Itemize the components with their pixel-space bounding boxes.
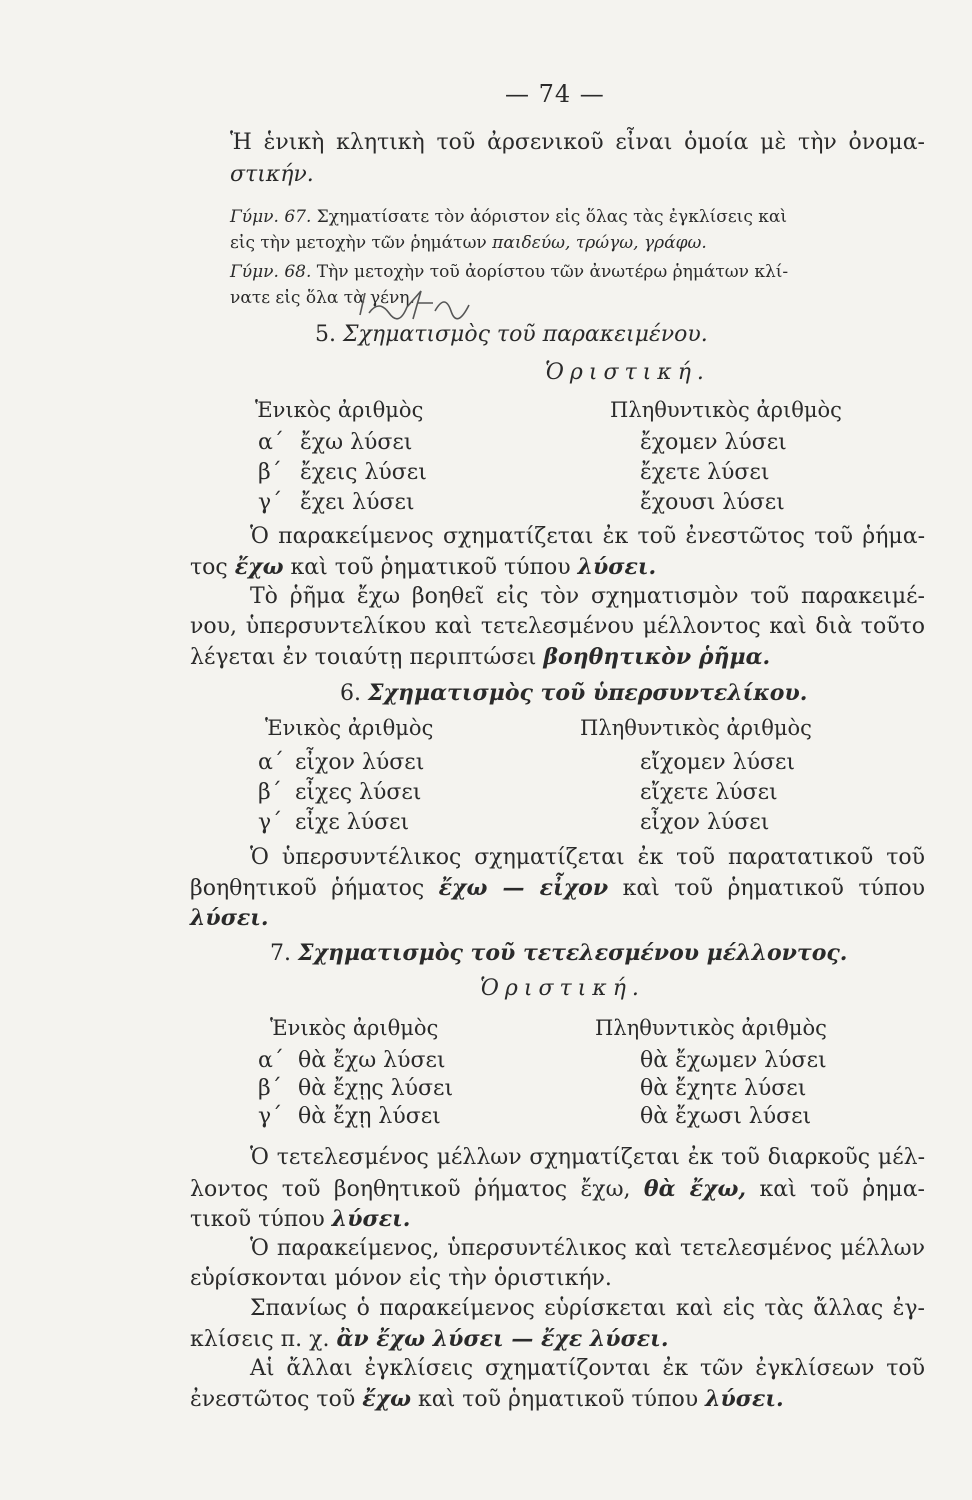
section-5-para-2-line-3 bbox=[190, 644, 770, 670]
section-5-row-2-person: β΄ bbox=[258, 460, 282, 485]
exercise-67-text: Σχηματίσατε τὸν ἀόριστον εἰς ὅλας τὰς ἐγκλίσεις καὶ bbox=[316, 207, 788, 227]
section-7-para-1-line-1: Ὁ τετελεσμένος μέλλων σχηματίζεται ἐκ τοῦ διαρκοῦς μέλ- bbox=[250, 1145, 925, 1170]
emphasis: λύσει. bbox=[705, 1386, 784, 1412]
section-7-row-3-person: γ΄ bbox=[258, 1104, 283, 1129]
section-5-plural-header: Πληθυντικὸς ἀριθμὸς bbox=[610, 398, 842, 422]
text: κλίσεις π. χ. bbox=[190, 1327, 330, 1352]
text: λέγεται ἐν τοιαύτῃ περιπτώσει bbox=[190, 645, 537, 670]
emphasis: ἂν ἔχω λύσει — ἔχε λύσει. bbox=[336, 1326, 669, 1352]
section-7-para-2-line-1: Ὁ παρακείμενος, ὑπερσυντέλικος καὶ τετελεσμένος μέλλων bbox=[250, 1236, 925, 1261]
section-7-para-2-line-2: εὑρίσκονται μόνον εἰς τὴν ὁριστικήν. bbox=[190, 1266, 612, 1291]
section-6-row-1-plural: εἴχομεν λύσει bbox=[640, 750, 796, 775]
section-5-row-2-singular: ἔχεις λύσει bbox=[300, 460, 427, 485]
section-7-para-4-line-2 bbox=[190, 1386, 784, 1412]
section-7-para-1-line-3 bbox=[190, 1206, 410, 1232]
section-7-para-1-line-2 bbox=[190, 1176, 925, 1202]
exercise-68-line-1 bbox=[230, 262, 788, 282]
section-6-row-3-singular: εἶχε λύσει bbox=[295, 810, 410, 835]
text: τος bbox=[190, 555, 228, 580]
handwritten-scribble bbox=[355, 285, 475, 325]
section-5-para-1-line-1: Ὁ παρακείμενος σχηματίζεται ἐκ τοῦ ἐνεστῶτος τοῦ ῥήμα- bbox=[250, 524, 925, 549]
section-5-number: 5. bbox=[315, 322, 336, 347]
section-7-row-3-plural: θὰ ἔχωσι λύσει bbox=[640, 1104, 812, 1129]
section-7-para-4-line-1: Αἱ ἄλλαι ἐγκλίσεις σχηματίζονται ἐκ τῶν ἐγκλίσεων τοῦ bbox=[250, 1356, 925, 1381]
section-5-heading bbox=[315, 322, 708, 347]
exercise-68-label: Γύμν. 68. bbox=[230, 262, 312, 282]
section-7-mood: Ὁριστική. bbox=[480, 976, 645, 1001]
section-7-row-1-plural: θὰ ἔχωμεν λύσει bbox=[640, 1048, 827, 1073]
text: λοντος τοῦ βοηθητικοῦ ῥήματος ἔχω, bbox=[190, 1177, 631, 1202]
section-7-singular-header: Ἑνικὸς ἀριθμὸς bbox=[270, 1016, 439, 1040]
emphasis: θὰ ἔχω, bbox=[643, 1176, 747, 1202]
section-7-row-2-person: β΄ bbox=[258, 1076, 282, 1101]
section-5-para-2-line-2: νου, ὑπερσυντελίκου καὶ τετελεσμένου μέλλοντος καὶ διὰ τοῦτο bbox=[190, 614, 925, 639]
section-6-row-1-person: α΄ bbox=[258, 750, 284, 775]
intro-line-2: στικήν. bbox=[230, 162, 314, 187]
section-6-number: 6. bbox=[340, 681, 361, 706]
section-6-title: Σχηματισμὸς τοῦ ὑπερσυντελίκου. bbox=[368, 680, 808, 706]
exercise-67-line-1 bbox=[230, 207, 787, 227]
section-6-para-1-line-2 bbox=[190, 875, 925, 901]
text: καὶ τοῦ ῥηματικοῦ τύπου bbox=[290, 555, 571, 580]
emphasis: λύσει. bbox=[331, 1206, 411, 1232]
emphasis: βοηθητικὸν ῥῆμα. bbox=[543, 644, 771, 670]
section-7-row-2-plural: θὰ ἔχητε λύσει bbox=[640, 1076, 807, 1101]
section-7-row-2-singular: θὰ ἔχῃς λύσει bbox=[298, 1076, 454, 1101]
section-5-row-1-plural: ἔχομεν λύσει bbox=[640, 430, 787, 455]
text: καὶ τοῦ ῥηματικοῦ τύπου bbox=[418, 1387, 699, 1412]
section-6-row-3-plural: εἶχον λύσει bbox=[640, 810, 770, 835]
section-5-mood: Ὁριστική. bbox=[545, 360, 710, 385]
section-6-row-2-singular: εἶχες λύσει bbox=[295, 780, 422, 805]
section-5-title: Σχηματισμὸς τοῦ παρακειμένου. bbox=[343, 322, 708, 347]
section-7-plural-header: Πληθυντικὸς ἀριθμὸς bbox=[595, 1016, 827, 1040]
emphasis: ἔχω bbox=[362, 1386, 412, 1412]
exercise-68-line-2: νατε εἰς ὅλα τὰ γένη. bbox=[230, 288, 415, 308]
text: καὶ τοῦ ῥημα- bbox=[759, 1177, 925, 1202]
section-5-para-2-line-1: Τὸ ῥῆμα ἔχω βοηθεῖ εἰς τὸν σχηματισμὸν τοῦ παρακειμέ- bbox=[250, 584, 925, 609]
section-5-row-1-singular: ἔχω λύσει bbox=[300, 430, 413, 455]
section-5-para-1-line-2 bbox=[190, 554, 656, 580]
section-5-row-3-person: γ΄ bbox=[258, 490, 283, 515]
text: τικοῦ τύπου bbox=[190, 1207, 325, 1232]
section-7-para-3-line-1: Σπανίως ὁ παρακείμενος εὑρίσκεται καὶ εἰς τὰς ἄλλας ἐγ- bbox=[250, 1296, 925, 1321]
exercise-68-text: Τὴν μετοχὴν τοῦ ἀορίστου τῶν ἀνωτέρω ῥημάτων κλί- bbox=[316, 262, 789, 282]
text: ἐνεστῶτος τοῦ bbox=[190, 1387, 356, 1412]
section-6-heading bbox=[340, 680, 807, 706]
text: καὶ τοῦ ῥηματικοῦ τύπου bbox=[622, 876, 925, 901]
section-5-row-2-plural: ἔχετε λύσει bbox=[640, 460, 770, 485]
section-6-row-1-singular: εἶχον λύσει bbox=[295, 750, 425, 775]
section-7-number: 7. bbox=[270, 941, 291, 966]
section-6-row-2-plural: εἴχετε λύσει bbox=[640, 780, 778, 805]
page-number: — 74 — bbox=[505, 80, 605, 108]
emphasis: ἔχω bbox=[234, 554, 284, 580]
section-5-singular-header: Ἑνικὸς ἀριθμὸς bbox=[255, 398, 424, 422]
section-6-row-3-person: γ΄ bbox=[258, 810, 283, 835]
section-5-row-3-singular: ἔχει λύσει bbox=[300, 490, 415, 515]
emphasis: λύσει. bbox=[577, 554, 657, 580]
exercise-67-text-2: εἰς τὴν μετοχὴν τῶν ῥημάτων bbox=[230, 233, 487, 253]
section-7-row-1-person: α΄ bbox=[258, 1048, 284, 1073]
section-5-row-3-plural: ἔχουσι λύσει bbox=[640, 490, 785, 515]
section-6-plural-header: Πληθυντικὸς ἀριθμὸς bbox=[580, 716, 812, 740]
section-7-heading bbox=[270, 940, 847, 966]
section-7-title: Σχηματισμὸς τοῦ τετελεσμένου μέλλοντος. bbox=[298, 940, 848, 966]
section-7-row-3-singular: θὰ ἔχῃ λύσει bbox=[298, 1104, 441, 1129]
section-6-para-1-line-1: Ὁ ὑπερσυντέλικος σχηματίζεται ἐκ τοῦ παρατατικοῦ τοῦ bbox=[250, 845, 925, 870]
section-5-row-1-person: α΄ bbox=[258, 430, 284, 455]
text: βοηθητικοῦ ῥήματος bbox=[190, 876, 425, 901]
section-7-row-1-singular: θὰ ἔχω λύσει bbox=[298, 1048, 446, 1073]
exercise-67-label: Γύμν. 67. bbox=[230, 207, 312, 227]
intro-line-1: Ἡ ἑνικὴ κλητικὴ τοῦ ἀρσενικοῦ εἶναι ὁμοία μὲ τὴν ὀνομα- bbox=[230, 130, 925, 155]
section-6-para-1-line-3: λύσει. bbox=[190, 905, 269, 931]
section-6-row-2-person: β΄ bbox=[258, 780, 282, 805]
exercise-67-line-2 bbox=[230, 233, 707, 253]
emphasis: ἔχω — εἶχον bbox=[438, 875, 609, 901]
section-7-para-3-line-2 bbox=[190, 1326, 668, 1352]
exercise-67-verbs: παιδεύω, τρώγω, γράφω. bbox=[492, 233, 707, 253]
section-6-singular-header: Ἑνικὸς ἀριθμὸς bbox=[265, 716, 434, 740]
